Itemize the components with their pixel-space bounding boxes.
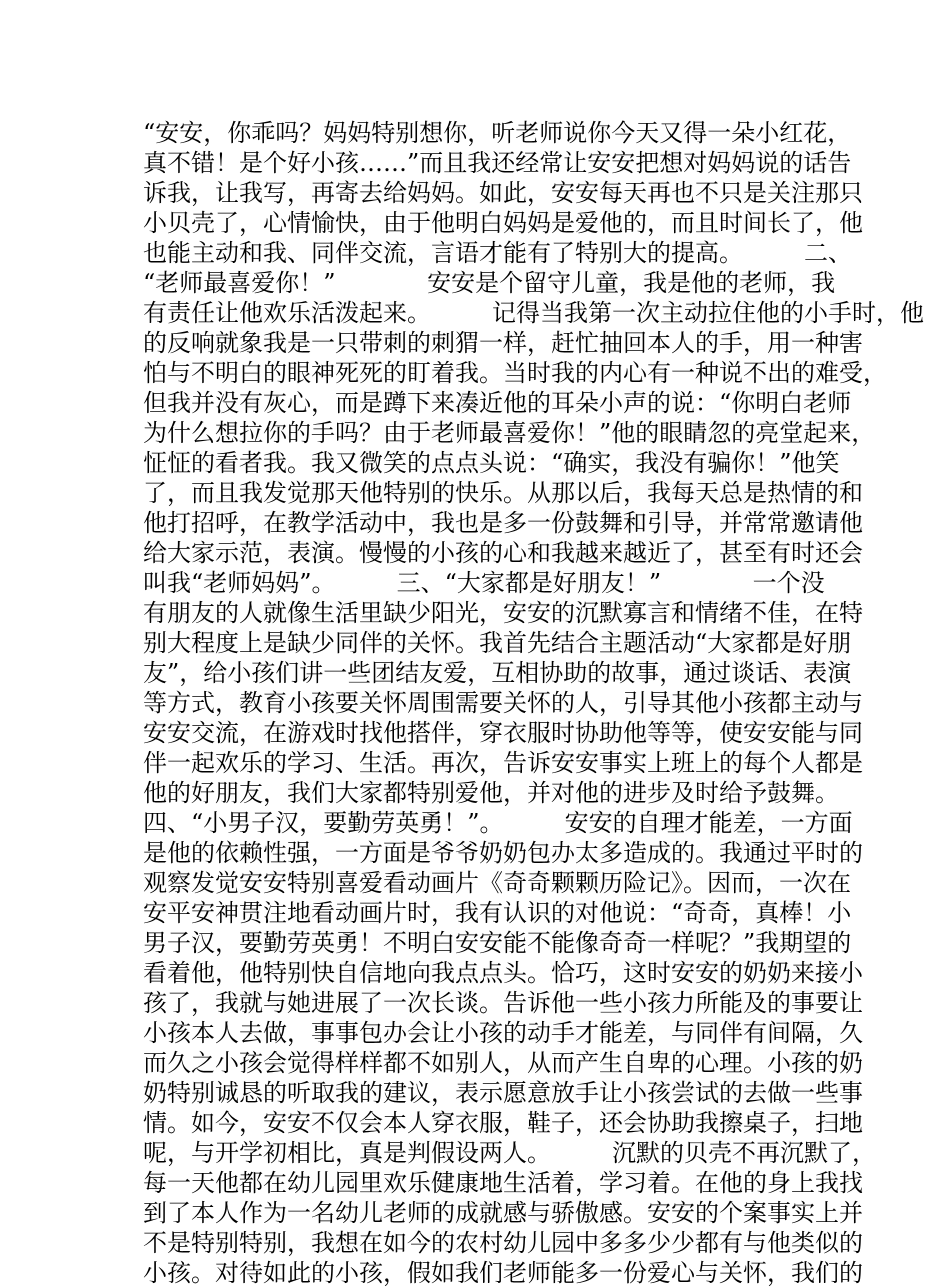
text-line: 友”，给小孩们讲一些团结友爱，互相协助的故事，通过谈话、表演 — [143, 659, 852, 687]
text-line: 小孩。对待如此的小孩，假如我们老师能多一份爱心与关怀，我们的 — [143, 1259, 863, 1287]
text-line: 不是特别特别，我想在如今的农村幼儿园中多多少少都有与他类似的 — [143, 1229, 863, 1257]
text-line: 观察发觉安安特别喜爱看动画片《奇奇颗颗历险记》。因而，一次在 — [143, 869, 851, 897]
text-line: 怕与不明白的眼神死死的盯着我。当时我的内心有一种说不出的难受， — [143, 359, 887, 387]
text-line: 等方式，教育小孩要关怀周围需要关怀的人，引导其他小孩都主动与 — [143, 689, 863, 717]
text-line: 叫我“老师妈妈”。 三、“大家都是好朋友！” 一个没 — [143, 569, 825, 597]
text-line: 奶特别诚恳的听取我的建议，表示愿意放手让小孩尝试的去做一些事 — [143, 1079, 863, 1107]
text-line: 怔怔的看者我。我又微笑的点点头说：“确实，我没有骗你！”他笑 — [143, 449, 840, 477]
text-line: 四、“小男子汉，要勤劳英勇！”。 安安的自理才能差，一方面 — [143, 809, 853, 837]
body-text — [143, 118, 925, 1288]
text-line: 安平安神贯注地看动画片时，我有认识的对他说：“奇奇，真棒！小 — [143, 899, 852, 927]
text-line: 安安交流，在游戏时找他搭伴，穿衣服时协助他等等，使安安能与同 — [143, 719, 863, 747]
text-line: 小孩本人去做，事事包办会让小孩的动手才能差，与同伴有间隔，久 — [143, 1019, 863, 1047]
text-line: 呢，与开学初相比，真是判假设两人。 沉默的贝壳不再沉默了， — [143, 1139, 877, 1167]
text-line: 每一天他都在幼儿园里欢乐健康地生活着，学习着。在他的身上我找 — [143, 1169, 863, 1197]
text-line: 情。如今，安安不仅会本人穿衣服，鞋子，还会协助我擦桌子，扫地 — [143, 1109, 863, 1137]
text-line: 他的好朋友，我们大家都特别爱他，并对他的进步及时给予鼓舞。 — [143, 779, 839, 807]
text-line: 也能主动和我、同伴交流，言语才能有了特别大的提高。 二、 — [143, 239, 853, 267]
text-line: 真不错！是个好小孩……”而且我还经常让安安把想对妈妈说的话告 — [143, 149, 852, 177]
text-line: 别大程度上是缺少同伴的关怀。我首先结合主题活动“大家都是好朋 — [143, 629, 852, 657]
text-line: 到了本人作为一名幼儿老师的成就感与骄傲感。安安的个案事实上并 — [143, 1199, 863, 1227]
text-line: 男子汉，要勤劳英勇！不明白安安能不能像奇奇一样呢？”我期望的 — [143, 929, 852, 957]
text-line: 小贝壳了，心情愉快，由于他明白妈妈是爱他的，而且时间长了，他 — [143, 209, 863, 237]
text-line: “老师最喜爱你！” 安安是个留守儿童，我是他的老师，我 — [143, 269, 836, 297]
text-line: 的反响就象我是一只带刺的刺猬一样，赶忙抽回本人的手，用一种害 — [143, 329, 863, 357]
text-line: 孩了，我就与她进展了一次长谈。告诉他一些小孩力所能及的事要让 — [143, 989, 863, 1017]
text-line: 了，而且我发觉那天他特别的快乐。从那以后，我每天总是热情的和 — [143, 479, 863, 507]
text-line: 但我并没有灰心，而是蹲下来凑近他的耳朵小声的说：“你明白老师 — [143, 389, 852, 417]
text-line: 而久之小孩会觉得样样都不如别人，从而产生自卑的心理。小孩的奶 — [143, 1049, 863, 1077]
text-line: 有责任让他欢乐活泼起来。 记得当我第一次主动拉住他的小手时，他 — [143, 299, 925, 327]
text-line: 诉我，让我写，再寄去给妈妈。如此，安安每天再也不只是关注那只 — [143, 179, 863, 207]
text-line: 看着他，他特别快自信地向我点点头。恰巧，这时安安的奶奶来接小 — [143, 959, 863, 987]
text-line: 他打招呼，在教学活动中，我也是多一份鼓舞和引导，并常常邀请他 — [143, 509, 863, 537]
text-line: 有朋友的人就像生活里缺少阳光，安安的沉默寡言和情绪不佳，在特 — [143, 599, 863, 627]
text-line: “安安，你乖吗？妈妈特别想你，听老师说你今天又得一朵小红花， — [143, 119, 852, 147]
text-line: 是他的依赖性强，一方面是爷爷奶奶包办太多造成的。我通过平时的 — [143, 839, 863, 867]
text-line: 为什么想拉你的手吗？由于老师最喜爱你！”他的眼睛忽的亮堂起来， — [143, 419, 876, 447]
text-line: 给大家示范，表演。慢慢的小孩的心和我越来越近了，甚至有时还会 — [143, 539, 863, 567]
text-line: 伴一起欢乐的学习、生活。再次，告诉安安事实上班上的每个人都是 — [143, 749, 863, 777]
